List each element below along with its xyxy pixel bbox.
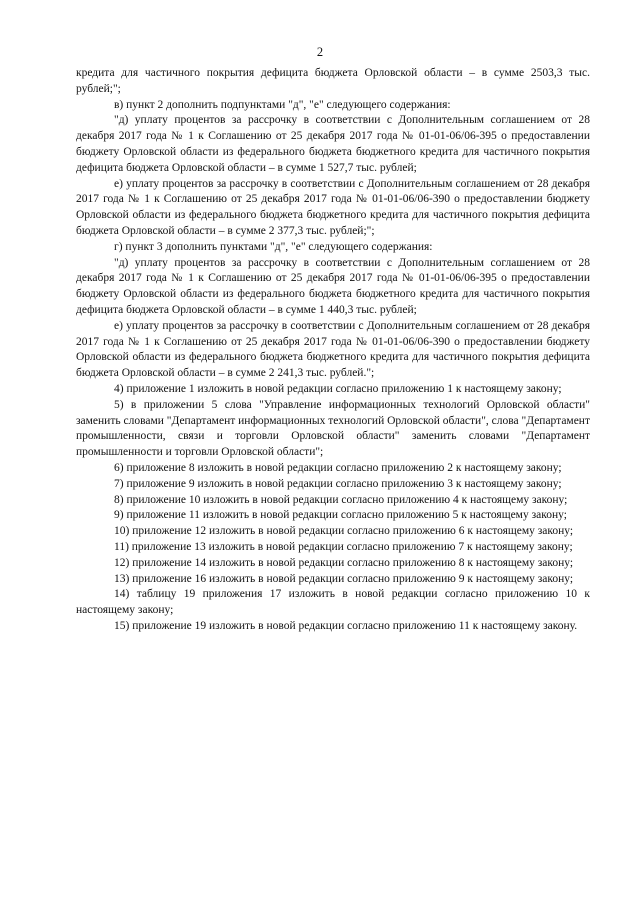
paragraph-item-4: 4) приложение 1 изложить в новой редакции согласно приложению 1 к настоящему закону;: [114, 382, 562, 395]
paragraph-item-14: 14) таблицу 19 приложения 17 изложить в новой редакции согласно приложению 10 к настоящему закону;: [76, 588, 590, 617]
paragraph-item-13: 13) приложение 16 изложить в новой редакции согласно приложению 9 к настоящему закону;: [114, 572, 574, 585]
paragraph-subitem-d: "д) уплату процентов за рассрочку в соответствии с Дополнительным соглашением от 28 декабря 2017 года № 1 к Соглашению от 25 декабря 2017 года № 01-01-06/06-395 о предоставлении бюджету Орловской области из федерального бюджета бюджетного кредита для частичного покрытия дефицита бюджета Орловской области – в сумме 1 527,7 тыс. рублей;: [76, 114, 590, 174]
paragraph-subitem-e: е) уплату процентов за рассрочку в соответствии с Дополнительным соглашением от 28 декабря 2017 года № 1 к Соглашению от 25 декабря 2017 года № 01-01-06/06-390 о предоставлении бюджету Орловской области из федерального бюджета бюджетного кредита для частичного покрытия дефицита бюджета Орловской области – в сумме 2 377,3 тыс. рублей;";: [76, 177, 590, 237]
paragraph-item-8: 8) приложение 10 изложить в новой редакции согласно приложению 4 к настоящему закону;: [114, 493, 568, 506]
paragraph-item-9: 9) приложение 11 изложить в новой редакции согласно приложению 5 к настоящему закону;: [114, 509, 567, 522]
paragraph-item-7: 7) приложение 9 изложить в новой редакции согласно приложению 3 к настоящему закону;: [114, 477, 562, 490]
paragraph-item-5: 5) в приложении 5 слова "Управление информационных технологий Орловской области" заменить словами "Департамент информационных технологий Орловской области", слова "Департамент промышленности, связи и торговли Орловской области" заменить словами "Департамент промышленности и торговли Орловской области";: [76, 398, 590, 459]
paragraph-item-15: 15) приложение 19 изложить в новой редакции согласно приложению 11 к настоящему закону.: [114, 619, 578, 632]
document-body: [76, 66, 590, 635]
paragraph-item-6: 6) приложение 8 изложить в новой редакции согласно приложению 2 к настоящему закону;: [114, 461, 562, 474]
paragraph-item-v: в) пункт 2 дополнить подпунктами "д", "е" следующего содержания:: [114, 98, 451, 111]
page-number: 2: [316, 45, 324, 59]
paragraph-subitem-d-2: "д) уплату процентов за рассрочку в соответствии с Дополнительным соглашением от 28 декабря 2017 года № 1 к Соглашению от 25 декабря 2017 года № 01-01-06/06-395 о предоставлении бюджету Орловской области из федерального бюджета бюджетного кредита для частичного покрытия дефицита бюджета Орловской области – в сумме 1 440,3 тыс. рублей;: [76, 256, 590, 316]
paragraph-item-12: 12) приложение 14 изложить в новой редакции согласно приложению 8 к настоящему закону;: [114, 556, 574, 569]
paragraph-item-11: 11) приложение 13 изложить в новой редакции согласно приложению 7 к настоящему закону;: [114, 540, 573, 553]
paragraph-continuation: кредита для частичного покрытия дефицита бюджета Орловской области – в сумме 2503,3 тыс. рублей;";: [76, 67, 590, 95]
paragraph-subitem-e-2: е) уплату процентов за рассрочку в соответствии с Дополнительным соглашением от 28 декабря 2017 года № 1 к Соглашению от 25 декабря 2017 года № 01-01-06/06-390 о предоставлении бюджету Орловской области из федерального бюджета бюджетного кредита для частичного покрытия дефицита бюджета Орловской области – в сумме 2 241,3 тыс. рублей.";: [76, 319, 590, 380]
paragraph-item-g: г) пункт 3 дополнить пунктами "д", "е" следующего содержания:: [114, 240, 433, 253]
paragraph-item-10: 10) приложение 12 изложить в новой редакции согласно приложению 6 к настоящему закону;: [114, 525, 574, 538]
